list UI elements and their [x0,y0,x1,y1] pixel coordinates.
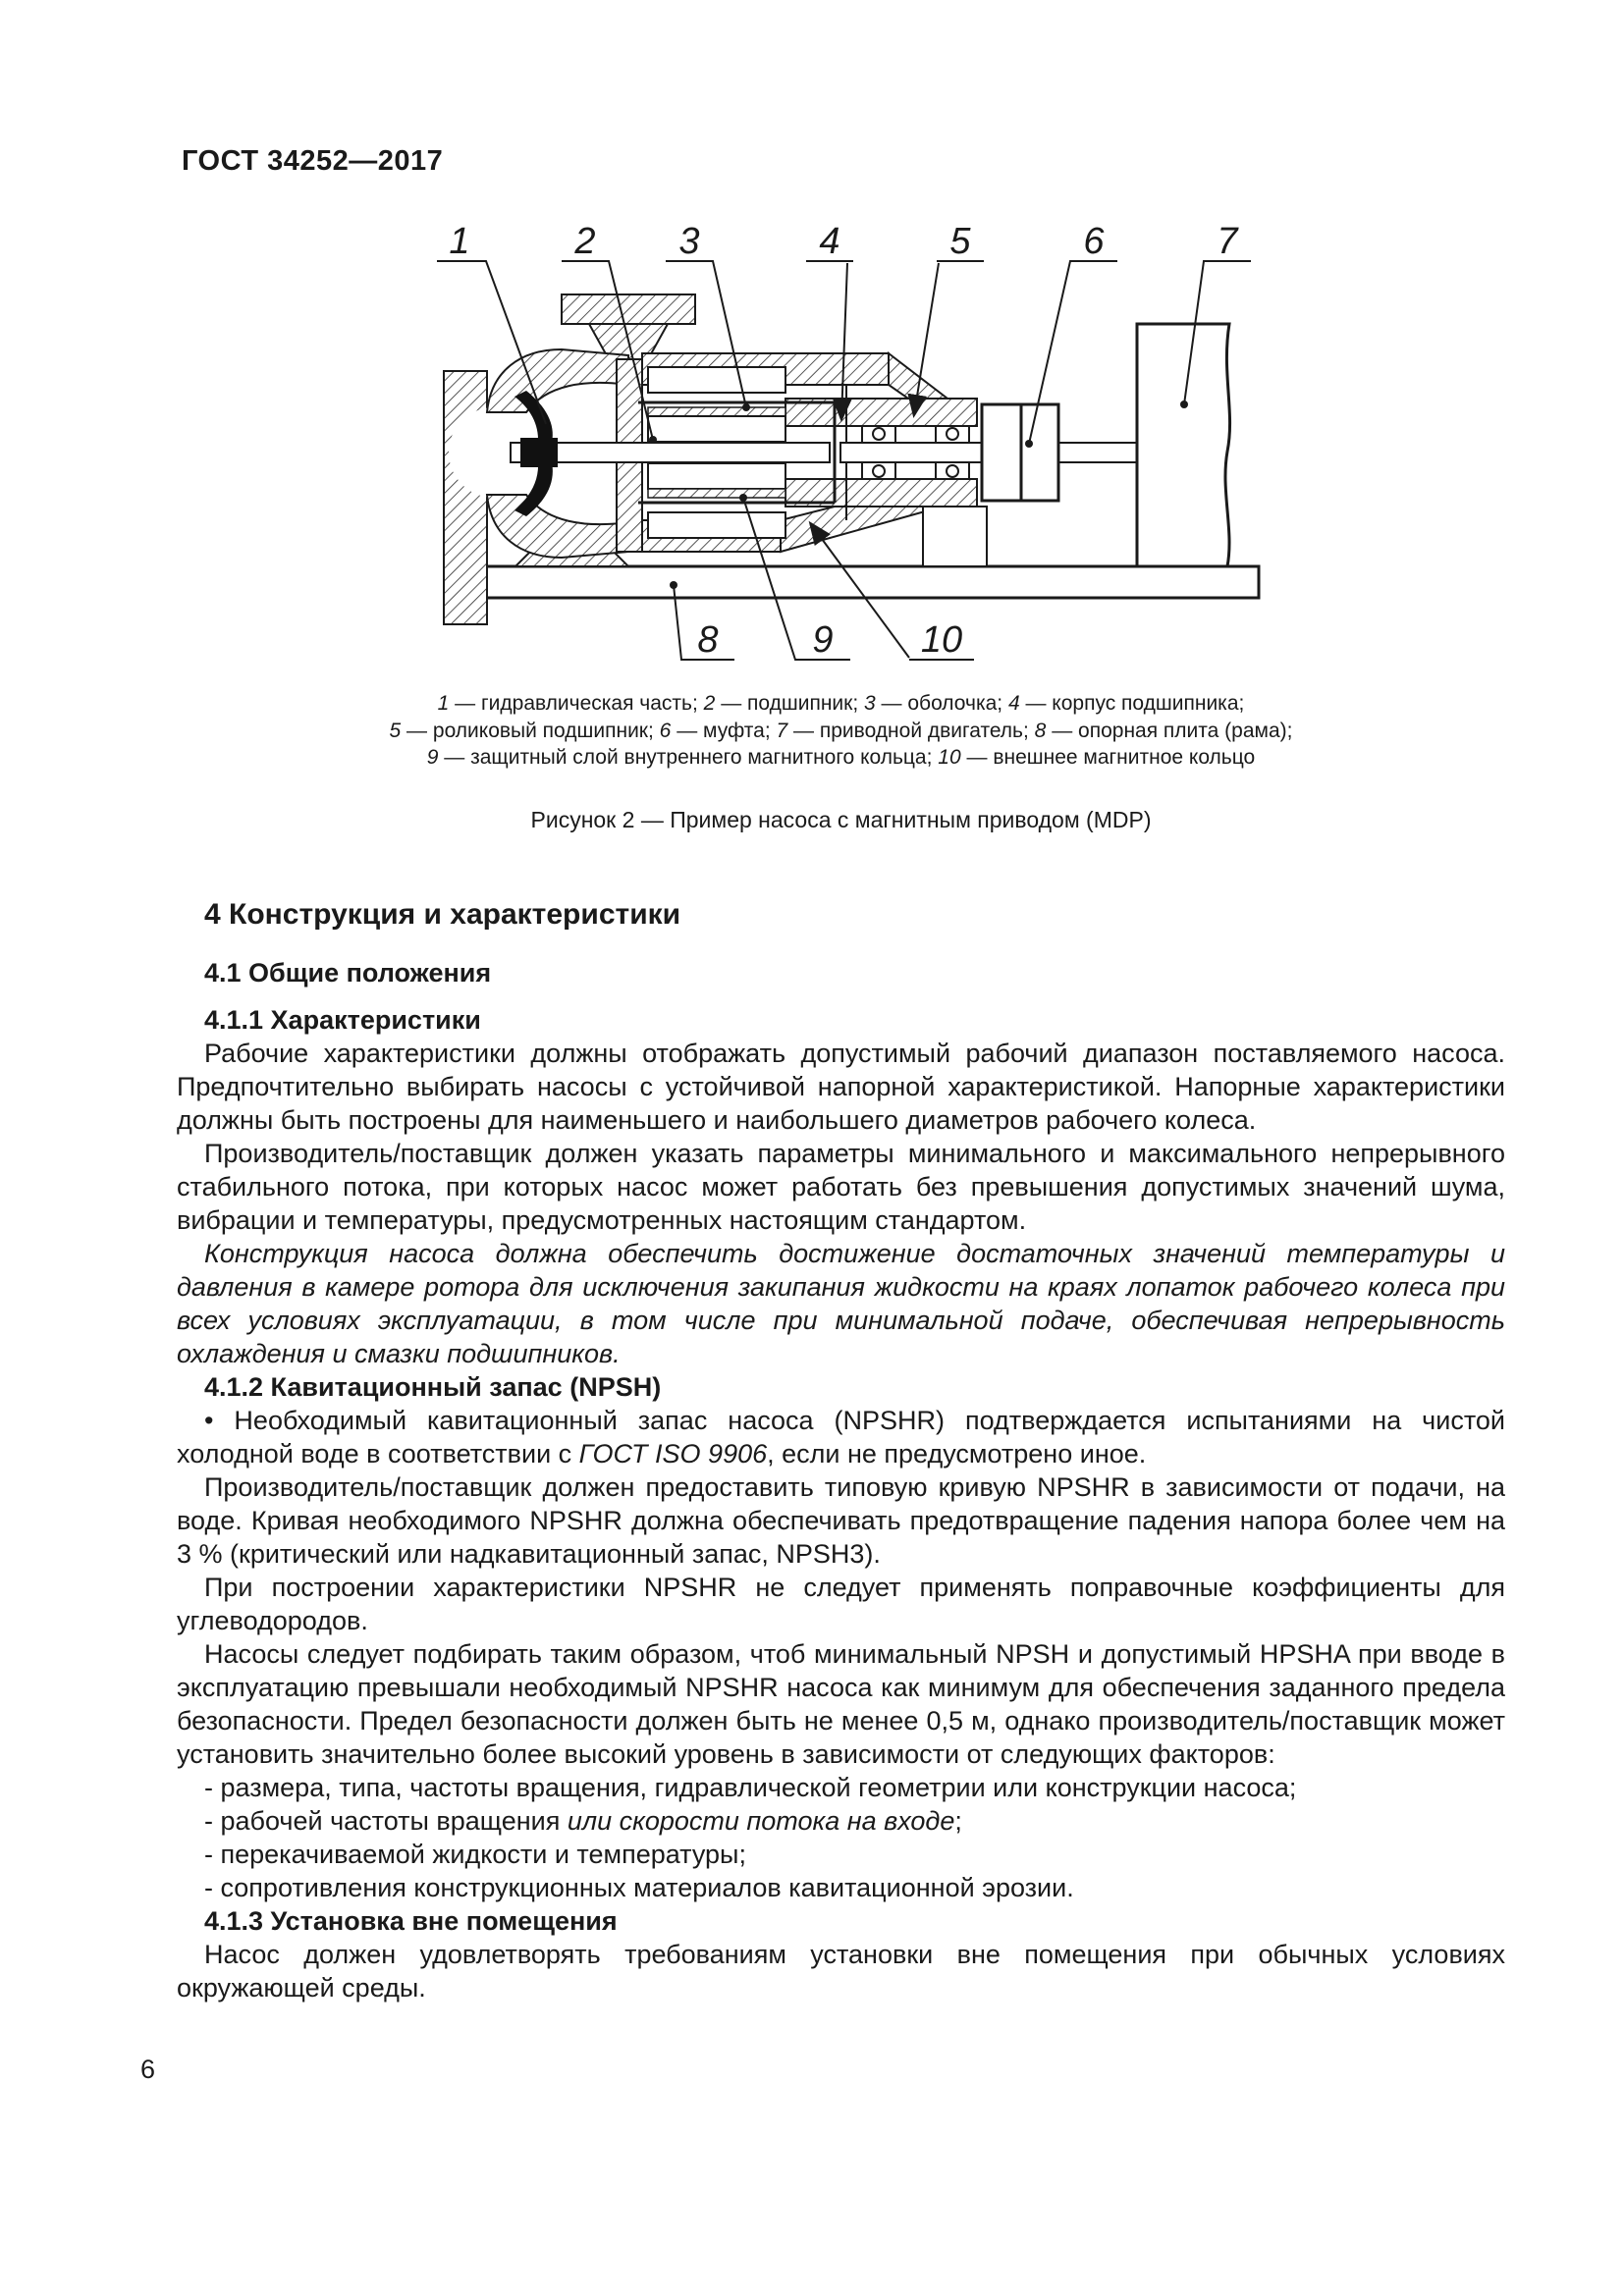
document-header: ГОСТ 34252—2017 [182,145,444,177]
paragraph-npsh-3: При построении характеристики NPSHR не следует применять поправочные коэффициенты для углеводородов. [177,1573,1505,1635]
motor-shape [1137,324,1230,566]
base-plate-shape [469,566,1259,598]
callout-7: 7 [1217,221,1238,262]
callout-6: 6 [1083,221,1105,262]
paragraph-outdoor-1: Насос должен удовлетворять требованиям установки вне помещения при обычных условиях окружающей среды. [177,1940,1505,2002]
paragraph-npsh-1: • Необходимый кавитационный запас насоса (NPSHR) подтверждается испытаниями на чистой холодной воде в соответствии с ГОСТ ISO 9906, если не предусмотрено иное. [177,1406,1505,1468]
section-4-heading: 4 Конструкция и характеристики [204,898,681,931]
callout-1: 1 [449,221,470,262]
list-item-3: - перекачиваемой жидкости и температуры; [204,1840,746,1869]
page-number: 6 [140,2055,156,2084]
main-text [177,895,1505,2004]
paragraph-characteristics-1: Рабочие характеристики должны отображать допустимый рабочий диапазон поставляемого насоса. Предпочтительно выбирать насосы с устойчивой напорной характеристикой. Напорные характеристики должны быть построены для наименьшего и наибольшего диаметров рабочего колеса. [177,1039,1505,1135]
callout-10: 10 [920,619,963,661]
section-4-1-3-heading: 4.1.3 Установка вне помещения [204,1906,618,1936]
section-4-1-2-heading: 4.1.2 Кавитационный запас (NPSH) [204,1372,662,1402]
callout-2: 2 [574,221,596,262]
figure-title: Рисунок 2 — Пример насоса с магнитным приводом (MDP) [530,807,1152,832]
pump-cross-section-drawing [437,214,1281,675]
callout-5: 5 [949,221,971,262]
paragraph-characteristics-2: Производитель/поставщик должен указать параметры минимального и максимального непрерывного стабильного потока, при которых насос может работать без превышения допустимых значений шума, вибрации и температуры, предусмотренных настоящим стандартом. [177,1139,1505,1235]
figure-caption-line: 1 — гидравлическая часть; 2 — подшипник; 3 — оболочка; 4 — корпус подшипника; [437,692,1245,715]
paragraph-npsh-4: Насосы следует подбирать таким образом, чтоб минимальный NPSH и допустимый HPSHA при вводе в эксплуатацию превышали необходимый NPSHR насоса как минимум для обеспечения заданного предела безопасности. Предел безопасности должен быть не менее 0,5 м, однако производитель/поставщик может установить значительно более высокий уровень в зависимости от следующих факторов: [177,1639,1505,1769]
figure-caption-line: 5 — роликовый подшипник; 6 — муфта; 7 — приводной двигатель; 8 — опорная плита (рама); [389,719,1293,742]
list-item-4: - сопротивления конструкционных материалов кавитационной эрозии. [204,1873,1074,1902]
callout-9: 9 [812,619,834,661]
callout-4: 4 [819,221,840,262]
figure-caption-line: 9 — защитный слой внутреннего магнитного кольца; 10 — внешнее магнитное кольцо [426,746,1256,769]
section-4-1-heading: 4.1 Общие положения [204,958,492,988]
section-4-1-1-heading: 4.1.1 Характеристики [204,1005,481,1035]
figure-caption [177,690,1505,772]
discharge-flange-shape [562,294,695,359]
figure-2-diagram [437,214,1281,675]
coupling-shape [982,404,1058,501]
list-item-1: - размера, типа, частоты вращения, гидравлической геометрии или конструкции насоса; [204,1773,1297,1802]
paragraph-npsh-2: Производитель/поставщик должен предоставить типовую кривую NPSHR в зависимости от подачи, на воде. Кривая необходимого NPSHR должна обеспечивать предотвращение падения напора более чем на 3 % (критический или надкавитационный запас, NPSH3). [177,1472,1505,1569]
list-item-2: - рабочей частоты вращения или скорости потока на входе; [204,1806,962,1836]
callout-8: 8 [697,619,719,661]
paragraph-characteristics-3: Конструкция насоса должна обеспечить достижение достаточных значений температуры и давления в камере ротора для исключения закипания жидкости на краях лопаток рабочего колеса при всех условиях эксплуатации, в том числе при минимальной подаче, обеспечивая непрерывность охлаждения и смазки подшипников. [177,1239,1505,1368]
callout-3: 3 [678,221,700,262]
